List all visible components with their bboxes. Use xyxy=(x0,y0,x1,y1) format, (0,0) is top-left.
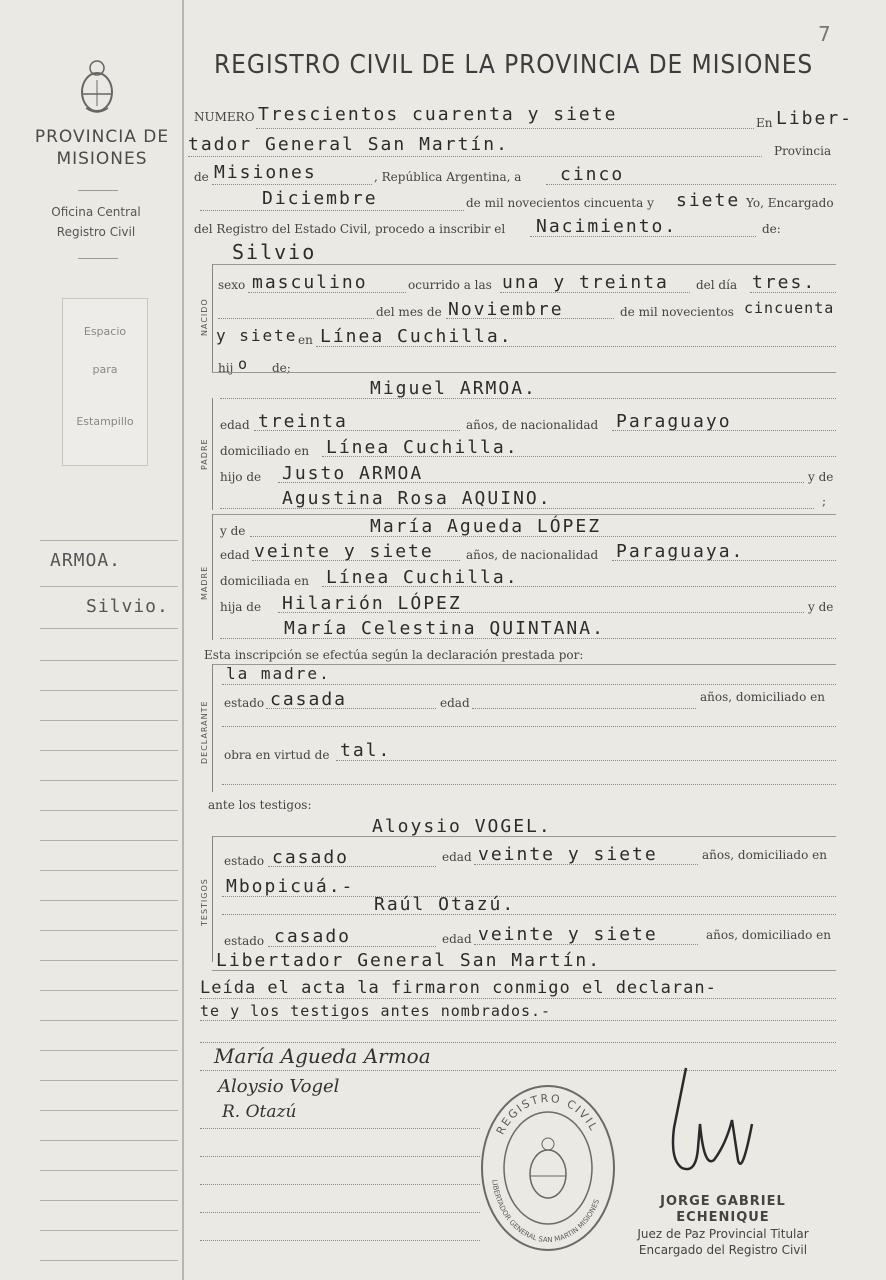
father-name: Miguel ARMOA. xyxy=(370,378,537,399)
obra-label: obra en virtud de xyxy=(224,748,330,762)
de-colon-label: de: xyxy=(762,222,781,236)
declarante-anos-label: años, domiciliado en xyxy=(700,690,825,704)
office-label xyxy=(40,202,152,242)
numero-label: NUMERO xyxy=(194,110,255,124)
signature-mother: María Agueda Armoa xyxy=(214,1044,431,1068)
signature-witness-1: Aloysio Vogel xyxy=(218,1076,340,1097)
birth-day: tres. xyxy=(752,272,817,293)
de-label-2: de; xyxy=(272,361,291,375)
obra-value: tal. xyxy=(340,740,392,761)
svg-text:REGISTRO CIVIL: REGISTRO CIVIL xyxy=(493,1091,601,1137)
padre-end-mark: ; xyxy=(822,494,827,508)
provincia-label: Provincia xyxy=(774,144,832,158)
page-title: REGISTRO CIVIL DE LA PROVINCIA DE MISIONES xyxy=(214,50,814,80)
folio-number: 7 xyxy=(818,22,831,46)
maternal-grandmother: María Celestina QUINTANA. xyxy=(284,618,605,639)
birth-hour: una y treinta xyxy=(502,272,669,293)
birth-month: Noviembre xyxy=(448,299,564,320)
w1-edad-label: edad xyxy=(442,850,472,864)
argentina-coat-of-arms-icon xyxy=(76,56,118,118)
judge-stamp xyxy=(612,1194,834,1258)
padre-label: PADRE xyxy=(200,438,209,470)
record-day: cinco xyxy=(560,164,625,185)
registro-label: del Registro del Estado Civil, procedo a inscribir el xyxy=(194,222,506,236)
paternal-grandfather: Justo ARMOA xyxy=(282,463,424,484)
divider xyxy=(78,258,118,259)
record-month: Diciembre xyxy=(262,188,378,209)
madre-hija-label: hija de xyxy=(220,600,262,614)
madre-label: MADRE xyxy=(200,565,209,600)
w2-anos-label: años, domiciliado en xyxy=(706,928,831,942)
judge-name: JORGE GABRIEL ECHENIQUE xyxy=(660,1194,786,1225)
witnesses-intro: ante los testigos: xyxy=(208,798,312,812)
stamp-label-1: Espacio xyxy=(83,325,127,338)
divider xyxy=(78,190,118,191)
stamp-label-2: para xyxy=(92,363,118,376)
judge-role: Encargado del Registro Civil xyxy=(638,1243,808,1257)
declarante-bracket xyxy=(212,664,213,792)
witness-1-domicile: Mbopicuá.- xyxy=(226,876,355,897)
office-line-2: Registro Civil xyxy=(56,225,136,239)
child-sex: masculino xyxy=(252,272,368,293)
testigos-bracket xyxy=(212,836,213,962)
mes-label: del mes de xyxy=(376,305,442,319)
closing-line-2: te y los testigos antes nombrados.- xyxy=(200,1002,552,1020)
witness-1-age: veinte y siete xyxy=(478,844,658,865)
declarant: la madre. xyxy=(226,664,331,683)
madre-bracket xyxy=(212,514,213,640)
declarante-label: DECLARANTE xyxy=(200,700,209,764)
stamp-label-3: Estampillo xyxy=(76,415,134,428)
child-name: Silvio xyxy=(232,240,317,264)
province-heading: PROVINCIA DE MISIONES xyxy=(34,127,170,169)
en-label-2: en xyxy=(298,333,313,347)
witness-1-name: Aloysio VOGEL. xyxy=(372,816,552,837)
madre-edad-label: edad xyxy=(220,548,250,562)
signature-witness-2: R. Otazú xyxy=(222,1102,297,1122)
witness-2-name: Raúl Otazú. xyxy=(374,894,516,915)
madre-y-de-label: y de xyxy=(220,524,246,538)
father-age: treinta xyxy=(258,411,348,432)
nacido-label: NACIDO xyxy=(200,298,209,336)
padre-nacionalidad-label: años, de nacionalidad xyxy=(466,418,599,432)
paternal-grandmother: Agustina Rosa AQUINO. xyxy=(282,488,552,509)
en-label: En xyxy=(756,116,773,130)
place-part-2: tador General San Martín. xyxy=(188,134,509,155)
w1-anos-label: años, domiciliado en xyxy=(702,848,827,862)
province-name: Misiones xyxy=(214,162,317,183)
maternal-grandfather: Hilarión LÓPEZ xyxy=(282,593,462,614)
republica-label: , República Argentina, a xyxy=(374,170,522,184)
padre-bracket xyxy=(212,398,213,510)
witness-1-status: casado xyxy=(272,847,350,868)
w2-estado-label: estado xyxy=(224,934,265,948)
father-nationality: Paraguayo xyxy=(616,411,732,432)
closing-line-1: Leída el acta la firmaron conmigo el declaran- xyxy=(200,978,717,998)
padre-hijo-label: hijo de xyxy=(220,470,262,484)
act-type: Nacimiento. xyxy=(536,216,678,237)
witness-2-age: veinte y siete xyxy=(478,924,658,945)
w2-edad-label: edad xyxy=(442,932,472,946)
w1-estado-label: estado xyxy=(224,854,265,868)
mil-label: de mil novecientos cincuenta y xyxy=(466,196,654,210)
testigos-label: TESTIGOS xyxy=(200,878,209,926)
hijo-suffix: o xyxy=(238,355,250,373)
judge-signature-icon xyxy=(652,1064,762,1196)
hijo-label: hij xyxy=(218,361,234,375)
declaration-intro: Esta inscripción se efectúa según la declaración prestada por: xyxy=(204,648,584,662)
declarante-estado-label: estado xyxy=(224,696,265,710)
record-number: Trescientos cuarenta y siete xyxy=(258,104,618,125)
mil-novecientos-label: de mil novecientos xyxy=(620,305,734,319)
padre-y-de-label: y de xyxy=(808,470,834,484)
margin-surname: ARMOA. xyxy=(50,550,122,571)
mother-domicile: Línea Cuchilla. xyxy=(326,567,519,588)
padre-domicilio-label: domiciliado en xyxy=(220,444,310,458)
place-part-1: Liber- xyxy=(776,108,854,129)
birth-year-part-1: cincuenta xyxy=(744,299,835,317)
birth-place: Línea Cuchilla. xyxy=(320,326,513,347)
father-domicile: Línea Cuchilla. xyxy=(326,437,519,458)
witness-2-domicile: Libertador General San Martín. xyxy=(216,950,602,971)
mother-age: veinte y siete xyxy=(254,541,434,562)
padre-edad-label: edad xyxy=(220,418,250,432)
margin-given-name: Silvio. xyxy=(86,596,169,617)
declarante-edad-label: edad xyxy=(440,696,470,710)
svg-text:LIBERTADOR GENERAL SAN MARTIN: LIBERTADOR GENERAL SAN MARTIN MISIONES xyxy=(490,1179,602,1245)
mother-name: María Agueda LÓPEZ xyxy=(370,516,602,537)
birth-year-part-2: y siete xyxy=(216,326,298,345)
madre-nacionalidad-label: años, de nacionalidad xyxy=(466,548,599,562)
declarant-status: casada xyxy=(270,689,348,710)
ocurrido-label: ocurrido a las xyxy=(408,278,492,292)
del-dia-label: del día xyxy=(696,278,738,292)
judge-title: Juez de Paz Provincial Titular xyxy=(637,1227,809,1241)
mother-nationality: Paraguaya. xyxy=(616,541,745,562)
yo-label: Yo, Encargado xyxy=(746,196,834,210)
nacido-bracket xyxy=(212,264,213,372)
left-margin-column xyxy=(0,0,184,1280)
de-label: de xyxy=(194,170,209,184)
stamp-space-box xyxy=(62,298,148,466)
official-seal-icon xyxy=(478,1082,618,1254)
sexo-label: sexo xyxy=(218,278,246,292)
office-line-1: Oficina Central xyxy=(51,205,141,219)
madre-y-de-label-2: y de xyxy=(808,600,834,614)
record-year: siete xyxy=(676,190,741,211)
madre-domicilio-label: domiciliada en xyxy=(220,574,309,588)
witness-2-status: casado xyxy=(274,926,352,947)
